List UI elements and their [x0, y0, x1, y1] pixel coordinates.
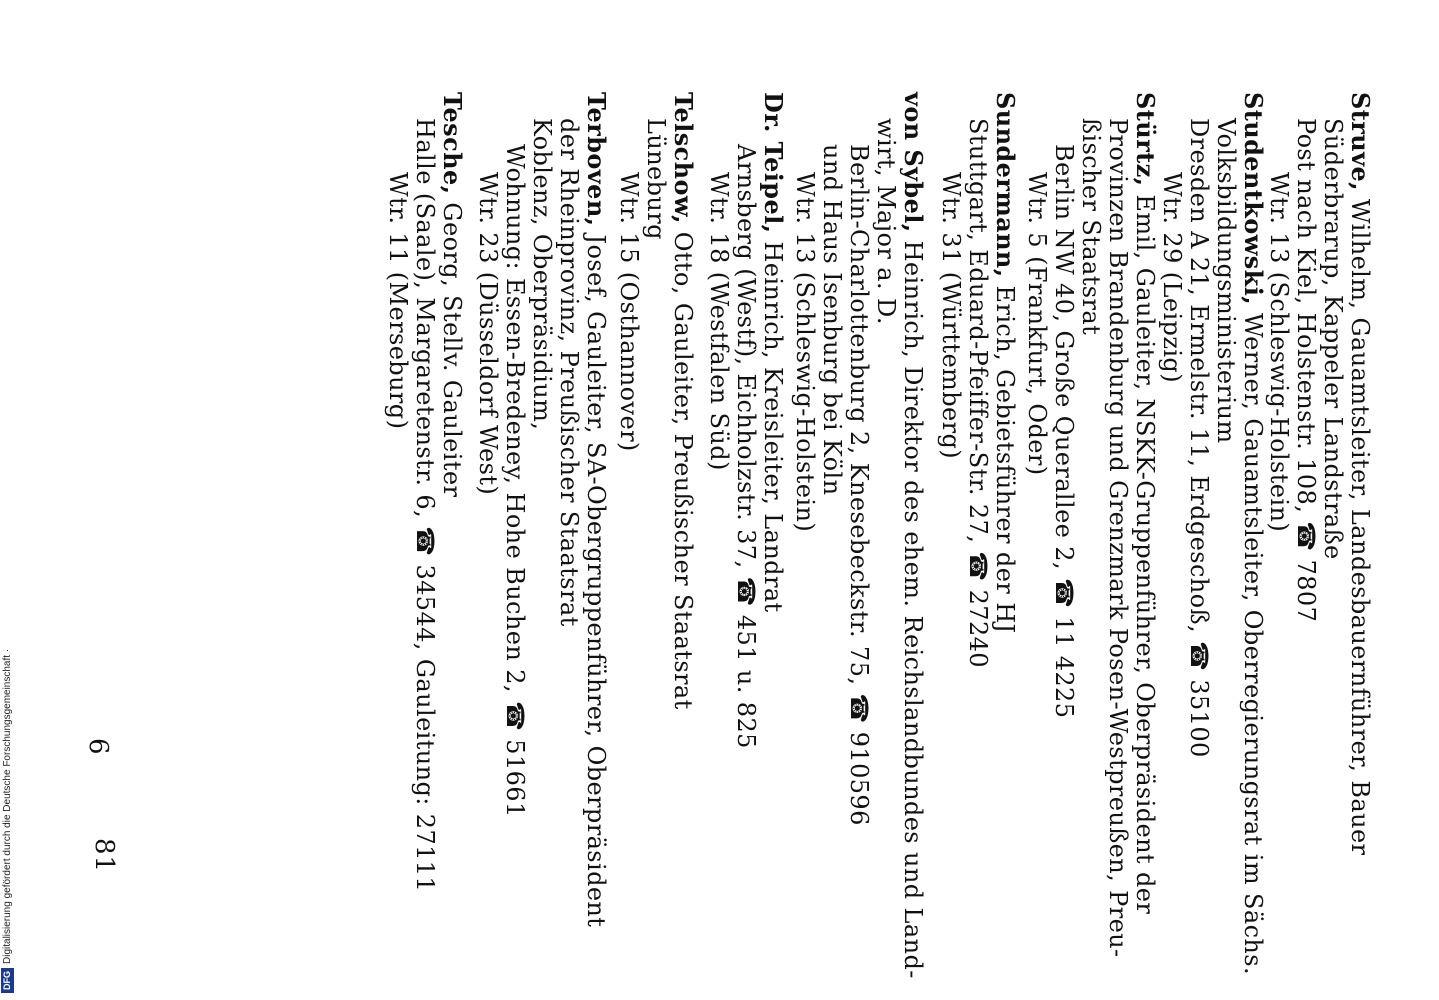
entry-line: Wtr. 31 (Württemberg) — [937, 172, 965, 459]
entry-line: der Rheinprovinz, Preußischer Staatsrat — [555, 118, 583, 627]
entry-tesche — [384, 92, 466, 892]
entry-line: Post nach Kiel, Holstenstr. 108, ☎ 7807 — [1292, 118, 1320, 623]
entry-line: Tesche, Georg, Stellv. Gauleiter — [438, 92, 467, 498]
entry-line: Süderbrarup, Kappeler Landstraße — [1319, 118, 1347, 560]
footer-text: Digitalisierung gefördert durch die Deutsche Forschungsgemeinschaft · — [2, 648, 13, 964]
entry-line: Wtr. 23 (Düsseldorf West) — [474, 172, 502, 496]
entry-name: Tesche, — [438, 92, 467, 195]
entry-teipel — [705, 92, 787, 749]
entry-line: Koblenz, Oberpräsidium, — [528, 118, 556, 431]
entry-line: Wohnung: Essen-Bredeney, Hohe Buchen 2, ☎ 51661 — [501, 144, 529, 818]
entry-line: Stürtz, Emil, Gauleiter, NSKK-Gruppenführer, Oberpräsident der — [1131, 92, 1160, 915]
entry-line: von Sybel, Heinrich, Direktor des ehem. Reichslandbundes und Land- — [899, 92, 928, 979]
entry-line: Stuttgart, Eduard-Pfeiffer-Str. 27, ☎ 27240 — [964, 118, 992, 668]
entry-line: Telschow, Otto, Gauleiter, Preußischer Staatsrat — [669, 92, 698, 710]
entry-line: wirt, Major a. D. — [872, 118, 900, 325]
entry-sundermann — [937, 92, 1019, 668]
entry-line: Berlin-Charlottenburg 2, Knesebeckstr. 75, ☎ 910596 — [845, 144, 873, 826]
entry-line: und Haus Isenburg bei Köln — [818, 144, 846, 496]
entry-line: Wtr. 13 (Schleswig-Holstein) — [1265, 172, 1293, 533]
entry-line: Volksbildungsministerium — [1212, 118, 1240, 444]
entry-stuertz — [1023, 92, 1159, 958]
entry-line: Arnsberg (Westf), Eichholzstr. 37, ☎ 451 u. 825 — [732, 144, 760, 749]
entry-line: Berlin NW 40, Große Querallee 2, ☎ 11 4225 — [1050, 144, 1078, 719]
entry-name: Stürtz, — [1131, 92, 1160, 187]
digitization-footer — [0, 603, 16, 993]
entry-struve — [1265, 92, 1374, 855]
entry-line: Sundermann, Erich, Gebietsführer der HJ — [991, 92, 1020, 634]
entry-line: Wtr. 29 (Leipzig) — [1158, 172, 1186, 383]
entry-terboven — [474, 92, 610, 927]
entry-line: Dresden A 21, Ermelstr. 11, Erdgeschoß, ☎ 35100 — [1185, 118, 1213, 758]
entry-line: Studentkowski, Werner, Gauamtsleiter, Oberregierungsrat im Sächs. — [1239, 92, 1268, 976]
entry-name: Studentkowski, — [1239, 92, 1268, 305]
entry-line: Wtr. 18 (Westfalen Süd) — [705, 172, 733, 471]
entry-studentkowski — [1158, 92, 1267, 975]
entry-name: Sundermann, — [991, 92, 1020, 278]
entry-name: Dr. Teipel, — [759, 92, 788, 234]
entry-sybel — [791, 92, 927, 979]
entry-line: Dr. Teipel, Heinrich, Kreisleiter, Landrat — [759, 92, 788, 613]
signature-number: 6 — [83, 738, 113, 756]
entry-telschow — [615, 92, 697, 710]
entry-name: Telschow, — [669, 92, 698, 224]
entry-line: Struve, Wilhelm, Gauamtsleiter, Landesbauernführer, Bauer — [1346, 92, 1375, 856]
entry-line: Halle (Saale), Margaretenstr. 6, ☎ 34544, Gauleitung: 27111 — [411, 118, 439, 893]
entry-line: Wtr. 11 (Merseburg) — [384, 172, 412, 430]
entry-name: Terboven, — [582, 92, 611, 227]
entry-line: ßischer Staatsrat — [1077, 118, 1105, 336]
page-number: 81 — [89, 838, 119, 874]
entry-line: Lüneburg — [642, 118, 670, 240]
entry-line: Terboven, Josef, Gauleiter, SA-Obergruppenführer, Oberpräsident — [582, 92, 611, 928]
entry-name: Struve, — [1346, 92, 1375, 191]
entry-line: Provinzen Brandenburg und Grenzmark Posen-Westpreußen, Preu- — [1104, 118, 1132, 958]
entry-line: Wtr. 15 (Osthannover) — [615, 172, 643, 452]
dfg-logo: DFG — [1, 968, 14, 993]
entry-name: von Sybel, — [899, 92, 928, 233]
entry-line: Wtr. 5 (Frankfurt, Oder) — [1023, 172, 1051, 476]
entry-line: Wtr. 13 (Schleswig-Holstein) — [791, 172, 819, 533]
